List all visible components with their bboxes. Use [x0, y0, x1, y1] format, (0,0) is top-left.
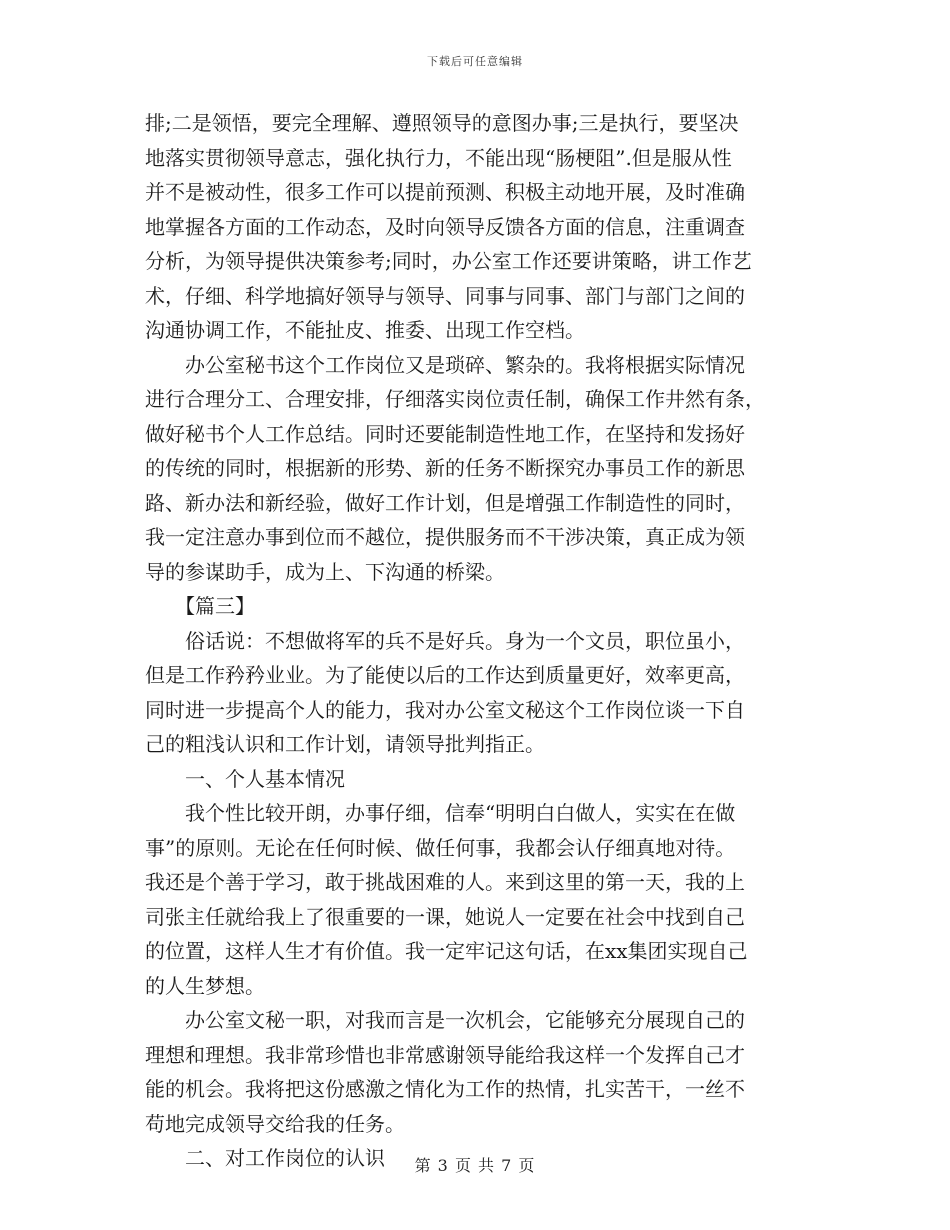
- text-line: 导的参谋助手，成为上、下沟通的桥梁。: [145, 559, 505, 584]
- text-line: 的传统的同时，根据新的形势、新的任务不断探究办事员工作的新思: [145, 456, 745, 480]
- document-body: [145, 106, 810, 1176]
- text-line: 我还是个善于学习，敢于挑战困难的人。来到这里的第一天，我的上: [145, 870, 745, 894]
- text-line: 我一定注意办事到位而不越位，提供服务而不干涉决策，真正成为领: [145, 525, 745, 549]
- text-line: 术，仔细、科学地搞好领导与领导、同事与同事、部门与部门之间的: [145, 283, 745, 308]
- subsection-heading: 二、对工作岗位的认识: [145, 1146, 385, 1170]
- text-line: 排;二是领悟，要完全理解、遵照领导的意图办事;三是执行，要坚决: [145, 111, 739, 135]
- text-line: 分析，为领导提供决策参考;同时，办公室工作还要讲策略，讲工作艺: [145, 249, 752, 273]
- subsection-heading: 一、个人基本情况: [145, 766, 345, 791]
- text-line: 做好秘书个人工作总结。同时还要能制造性地工作，在坚持和发扬好: [145, 421, 745, 446]
- text-line: 地落实贯彻领导意志，强化执行力，不能出现“肠梗阻”.但是服从性: [145, 145, 732, 170]
- text-line: 办公室文秘一职，对我而言是一次机会，它能够充分展现自己的: [145, 1008, 745, 1032]
- text-line: 进行合理分工、合理安排，仔细落实岗位责任制，确保工作井然有条，: [145, 387, 765, 411]
- text-line: 的人生梦想。: [145, 973, 265, 998]
- page-header: 下载后可任意编辑: [427, 55, 523, 68]
- text-line: 路、新办法和新经验，做好工作计划，但是增强工作制造性的同时，: [145, 490, 745, 515]
- text-line: 苟地完成领导交给我的任务。: [145, 1111, 405, 1136]
- text-line: 理想和理想。我非常珍惜也非常感谢领导能给我这样一个发挥自己才: [145, 1042, 745, 1067]
- text-line: 己的粗浅认识和工作计划，请领导批判指正。: [145, 732, 545, 756]
- text-line: 事”的原则。无论在任何时候、做任何事，我都会认仔细真地对待。: [145, 835, 736, 860]
- text-line: 地掌握各方面的工作动态，及时向领导反馈各方面的信息，注重调查: [145, 214, 745, 239]
- section-heading: 【篇三】: [145, 594, 255, 618]
- text-line: 办公室秘书这个工作岗位又是琐碎、繁杂的。我将根据实际情况: [145, 352, 745, 377]
- text-line: 沟通协调工作，不能扯皮、推委、出现工作空档。: [145, 318, 585, 342]
- text-line: 并不是被动性，很多工作可以提前预测、积极主动地开展，及时准确: [145, 180, 745, 204]
- page-number: 第 3 页 共 7 页: [414, 1156, 536, 1175]
- text-line: 俗话说：不想做将军的兵不是好兵。身为一个文员，职位虽小，: [145, 628, 745, 653]
- text-line: 的位置，这样人生才有价值。我一定牢记这句话，在xx集团实现自己: [145, 939, 748, 963]
- text-line: 司张主任就给我上了很重要的一课，她说人一定要在社会中找到自己: [145, 904, 745, 929]
- text-line: 我个性比较开朗，办事仔细，信奉“明明白白做人，实实在在做: [145, 801, 736, 825]
- text-line: 能的机会。我将把这份感激之情化为工作的热情，扎实苦干，一丝不: [145, 1077, 745, 1101]
- text-line: 同时进一步提高个人的能力，我对办公室文秘这个工作岗位谈一下自: [145, 697, 745, 722]
- text-line: 但是工作矜矜业业。为了能使以后的工作达到质量更好，效率更高，: [145, 663, 745, 687]
